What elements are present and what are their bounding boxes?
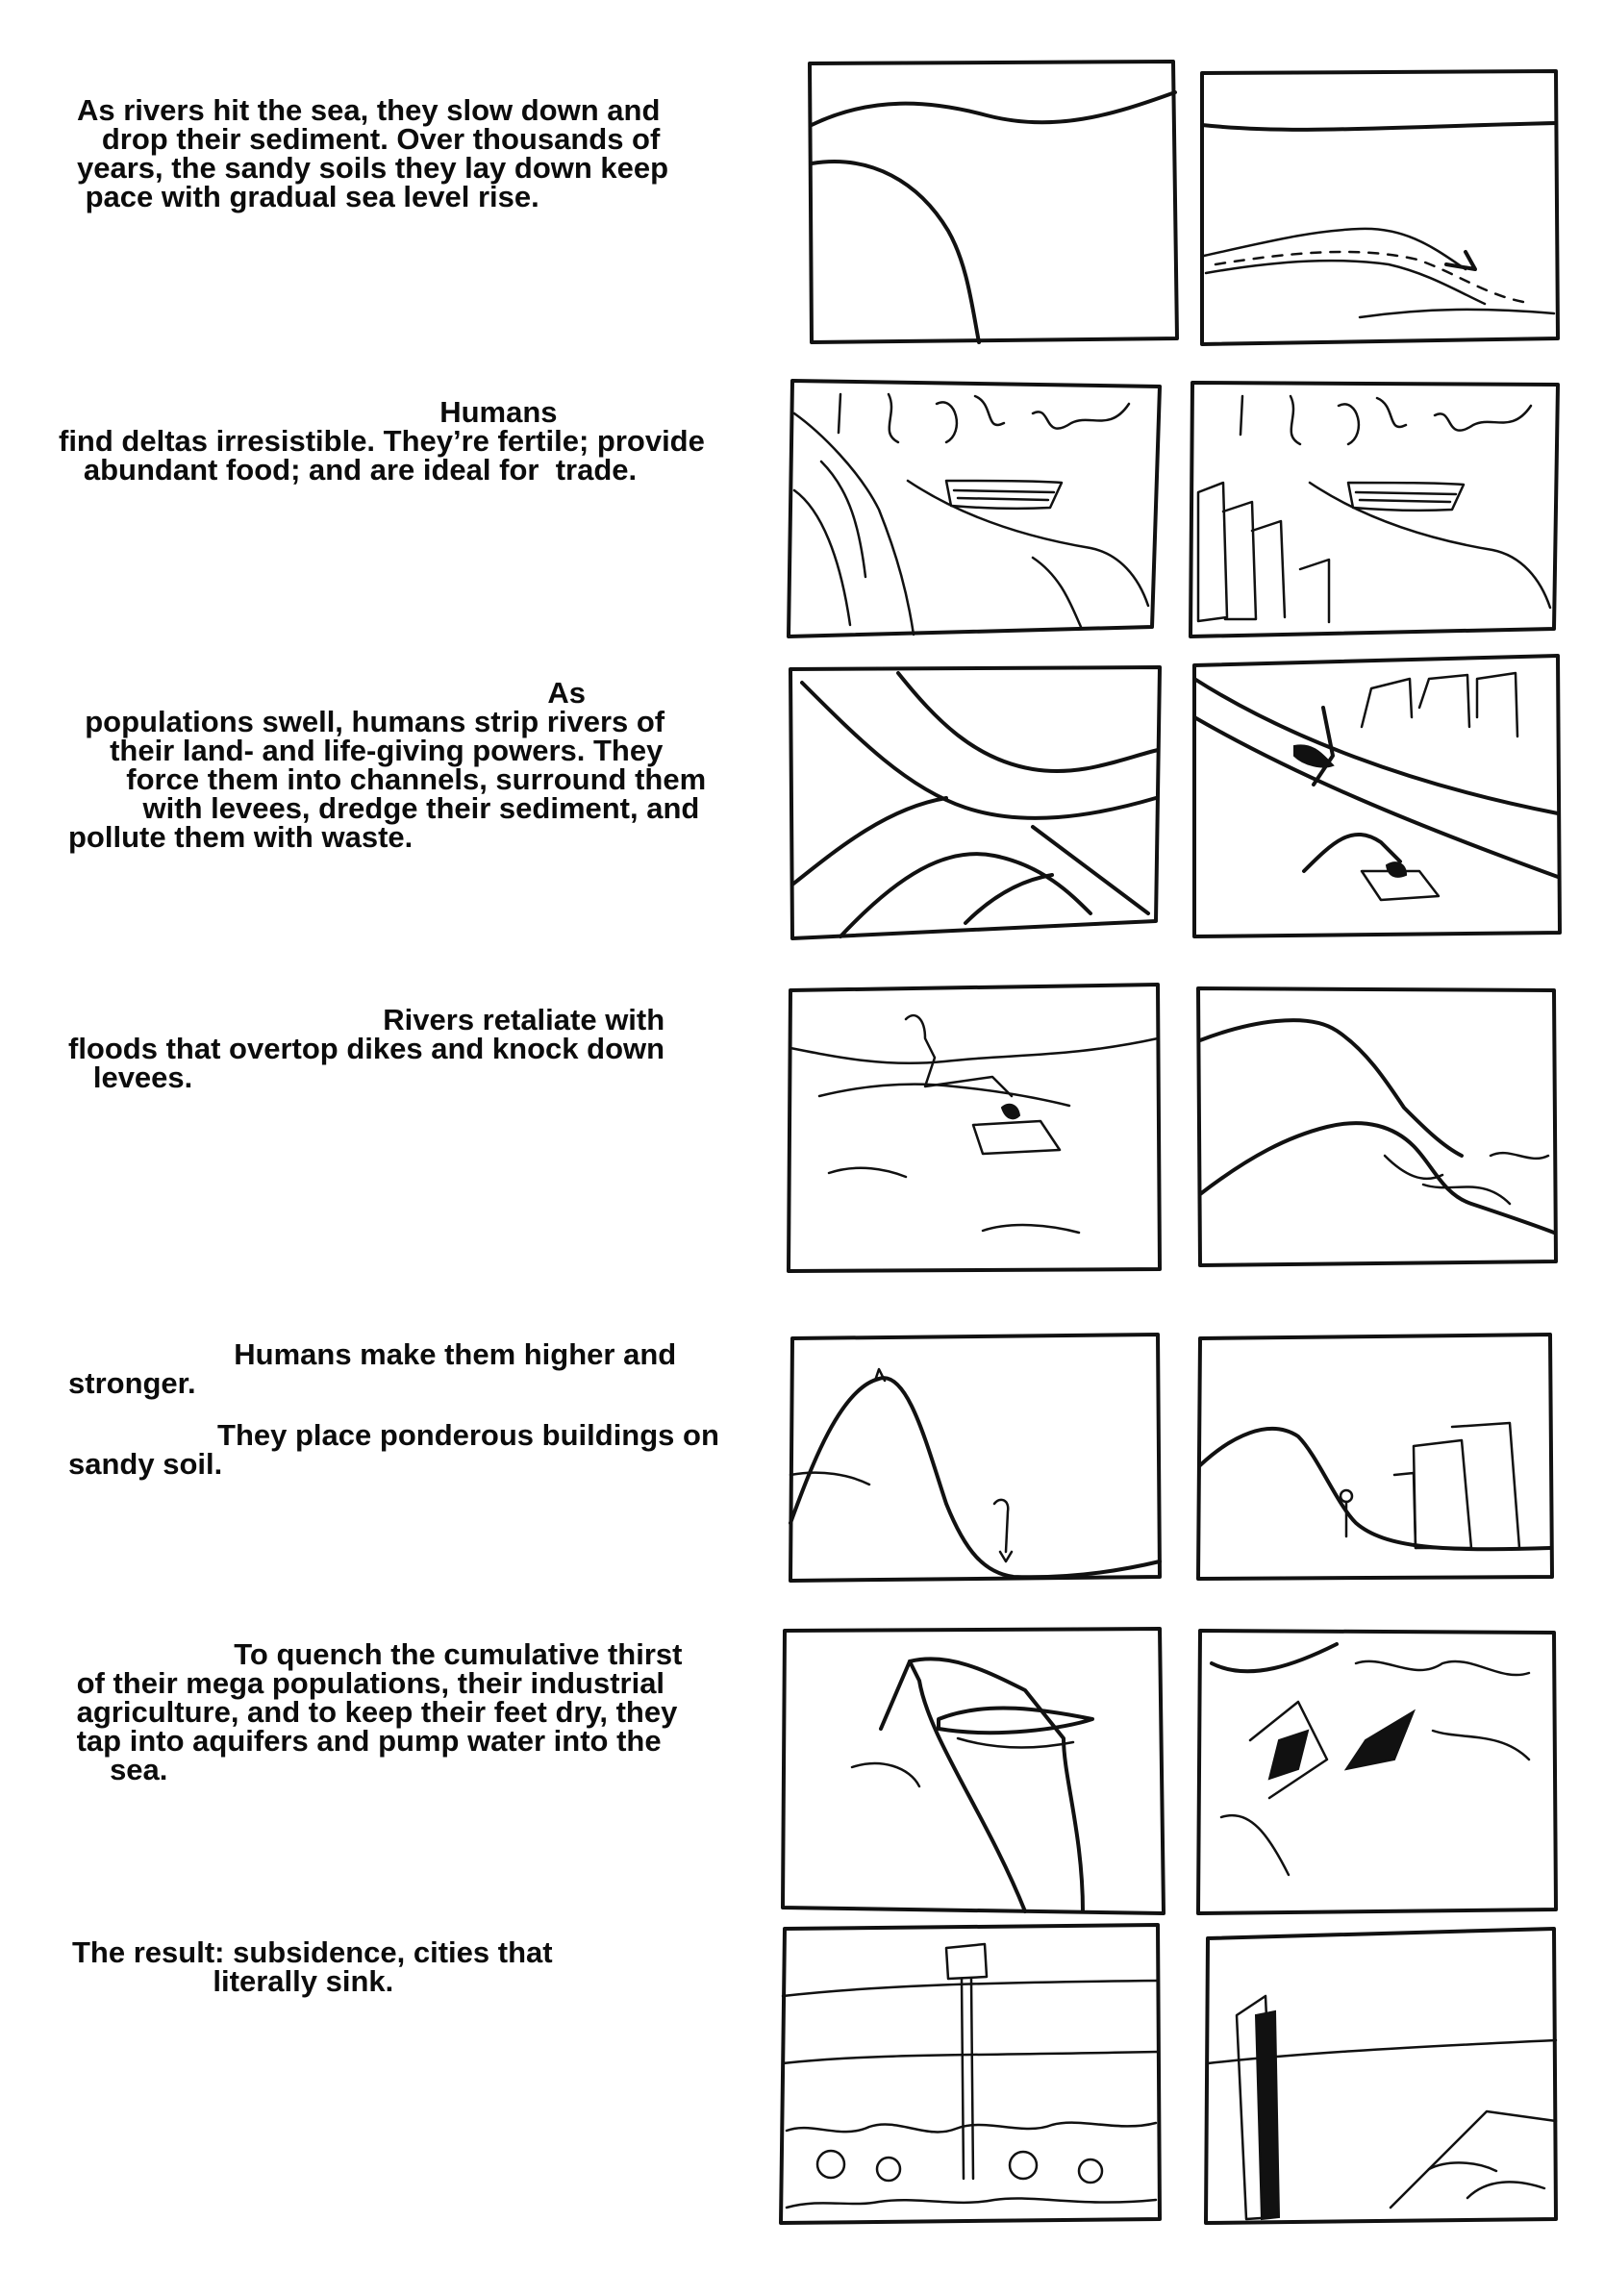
panel-aquifer-well <box>775 1623 1167 1921</box>
panel-water-pumped <box>1192 1625 1562 1919</box>
caption-row-4: Rivers retaliate with floods that overtop dikes and knock down levees. <box>68 1003 665 1094</box>
panel-dredger-levee <box>1189 650 1566 944</box>
panel-lower-dike-buildings <box>1192 1331 1558 1586</box>
caption-row-5a: Humans make them higher and stronger. <box>68 1337 677 1400</box>
panel-sediment-flow <box>1196 67 1562 346</box>
panel-pump-rubble <box>773 1919 1165 2229</box>
panel-delta-city <box>1185 377 1566 642</box>
caption-row-2: Humans find deltas irresistible. They’re fertile; provide abundant food; and are ideal for trade. <box>59 395 705 487</box>
panel-flood-wave <box>1192 983 1562 1271</box>
panel-channelized-rivers <box>783 663 1165 942</box>
panel-tall-dike <box>783 1331 1165 1586</box>
panel-dredge-barge <box>781 981 1165 1279</box>
caption-row-3: As populations swell, humans strip rivers of their land- and life-giving powers. They force them into channels, surround them with levees, dredge their sediment, and pollute them with waste. <box>68 676 707 854</box>
panel-delta-boat <box>783 375 1165 642</box>
caption-row-5b: They place ponderous buildings on sandy soil. <box>68 1418 719 1481</box>
panel-sunken-building <box>1198 1919 1564 2229</box>
caption-row-7: The result: subsidence, cities that literally sink. <box>72 1935 553 1998</box>
caption-row-6: To quench the cumulative thirst of their mega populations, their industrial agriculture, and to keep their feet dry, they tap into aquifers and pump water into the sea. <box>76 1637 683 1786</box>
caption-row-1: As rivers hit the sea, they slow down and drop their sediment. Over thousands of years, the sandy soils they lay down keep pace with gradual sea level rise. <box>77 93 669 213</box>
panel-river-shoreline <box>804 58 1179 346</box>
